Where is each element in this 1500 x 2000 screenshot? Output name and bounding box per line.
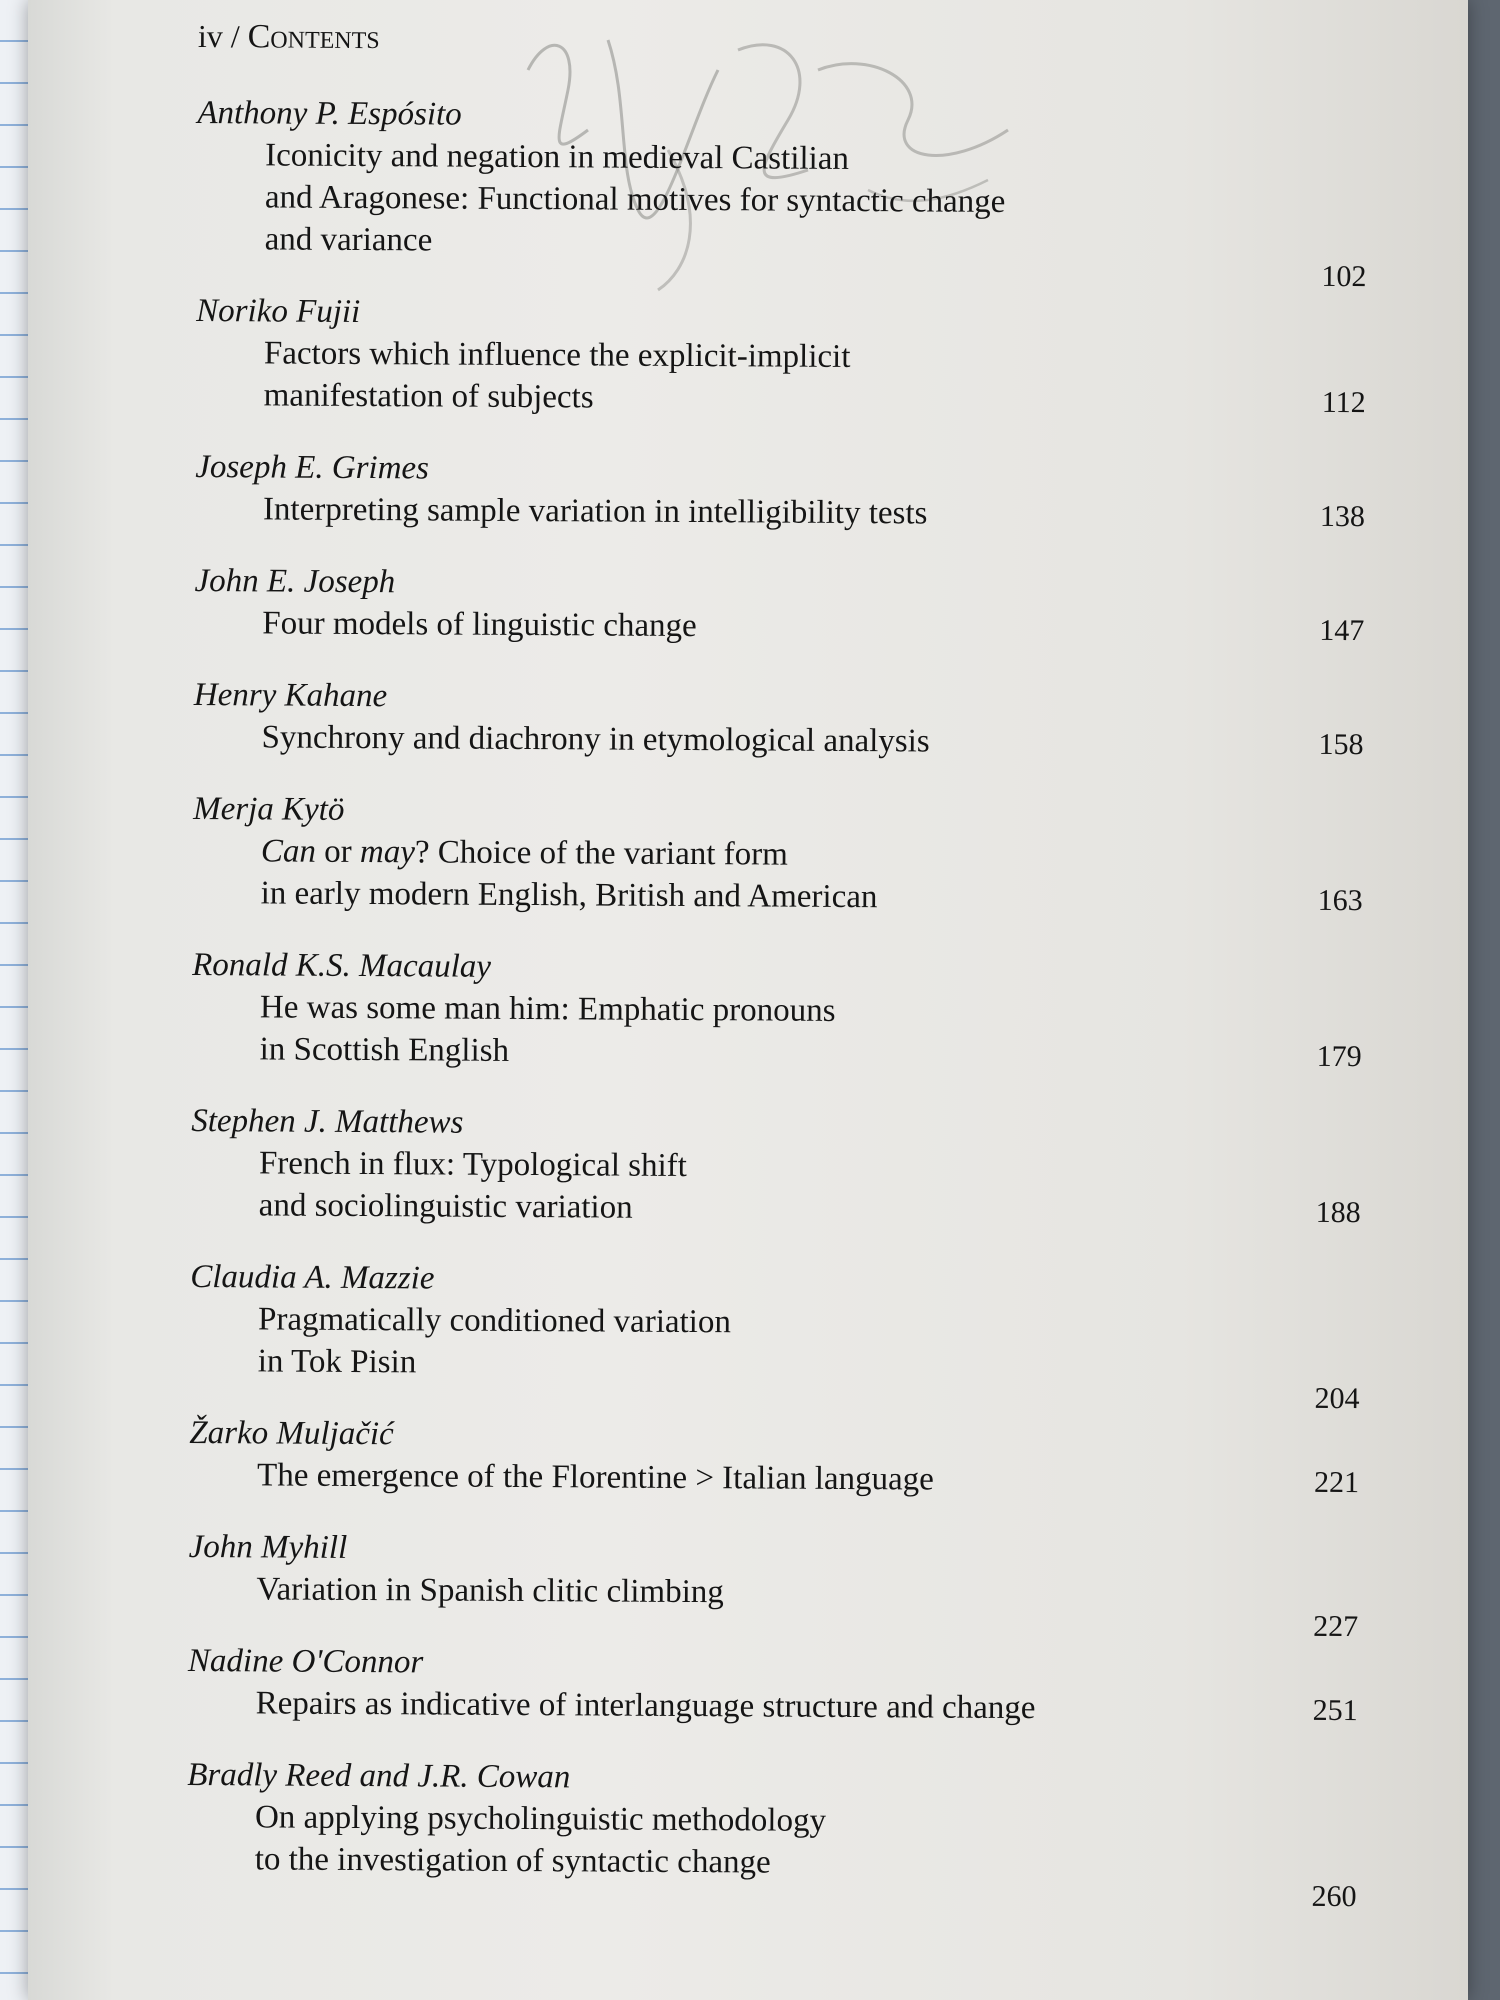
title-text: ? Choice of the variant form [414,834,788,873]
entry-title [193,716,1363,765]
title-line: in Scottish English [259,1031,510,1069]
entry-page-number: 188 [1315,1195,1361,1230]
entry-author: Claudia A. Mazzie [190,1258,435,1297]
title-line: Iconicity and negation in medieval Castilian [265,137,850,177]
toc-entry [194,560,1364,651]
title-line: Repairs as indicative of interlanguage structure and change [255,1685,1036,1727]
title-line: and sociolinguistic variation [258,1187,633,1226]
entry-author: Joseph E. Grimes [195,448,430,487]
entry-author: Bradly Reed and J.R. Cowan [187,1756,571,1796]
entry-author: John Myhill [188,1528,348,1566]
title-line: Synchrony and diachrony in etymological analysis [261,719,930,760]
title-line: On applying psycholinguistic methodology [254,1799,827,1839]
entry-author: Merja Kytö [193,790,345,828]
contents-list [186,18,1368,1917]
page-roman-numeral: iv [197,18,223,55]
title-line: Pragmatically conditioned variation [257,1301,732,1341]
entry-title [194,602,1364,651]
entry-page-number: 251 [1312,1693,1358,1728]
toc-entry [191,1100,1362,1233]
entry-title [188,1568,1358,1617]
entry-title [192,986,1362,1077]
page-header [198,18,1368,63]
entry-page-number: 102 [1321,259,1367,294]
title-line: The emergence of the Florentine > Italian language [256,1457,935,1498]
toc-entry [193,788,1364,921]
title-italic-word: Can [260,833,317,870]
title-line: Variation in Spanish clitic climbing [256,1571,724,1611]
toc-entry [190,1256,1361,1416]
header-label: Contents [247,18,380,57]
entry-page-number: 204 [1314,1381,1360,1416]
toc-entry [195,446,1365,537]
title-line: He was some man him: Emphatic pronouns [259,989,836,1029]
title-line: and variance [264,221,433,259]
title-line: and Aragonese: Functional motives for syntactic change [264,179,1006,220]
toc-entry [197,92,1368,294]
entry-author: Henry Kahane [193,676,388,715]
title-line: Interpreting sample variation in intelligibility tests [262,491,928,532]
header-separator: / [230,18,240,55]
entry-title [196,332,1366,423]
title-line: in early modern English, British and American [260,875,878,916]
title-line: Factors which influence the explicit-implicit [263,335,851,375]
title-line: French in flux: Typological shift [258,1145,687,1185]
entry-page-number: 138 [1319,499,1366,534]
entry-title [191,1142,1361,1233]
entry-page-number: 147 [1319,613,1365,648]
entry-author: Nadine O'Connor [187,1642,424,1681]
entry-page-number: 163 [1317,883,1363,918]
entry-author: Anthony P. Espósito [197,94,462,133]
entry-page-number: 227 [1313,1609,1359,1644]
toc-entry [192,944,1363,1077]
title-text: or [315,833,361,871]
entry-title [190,1298,1360,1389]
toc-entry [189,1412,1359,1503]
entry-author: Žarko Muljačić [189,1414,394,1453]
entry-page-number: 112 [1321,385,1366,420]
entry-title [188,1682,1358,1731]
toc-entry [188,1640,1358,1731]
entry-title [197,134,1368,267]
entry-title [195,488,1365,537]
toc-entry [187,1754,1358,1914]
entry-title [187,1796,1357,1887]
title-line: in Tok Pisin [257,1343,417,1381]
title-line: manifestation of subjects [263,377,594,416]
entry-author: John E. Joseph [194,562,396,601]
title-line: Four models of linguistic change [262,605,697,645]
book-page [28,0,1468,2000]
entry-author: Noriko Fujii [196,292,361,330]
entry-page-number: 158 [1318,727,1364,762]
entry-page-number: 179 [1316,1039,1362,1074]
entry-page-number: 260 [1311,1879,1357,1914]
entry-author: Ronald K.S. Macaulay [192,946,492,985]
entry-title [193,830,1363,921]
entry-title [189,1454,1359,1503]
toc-entry [196,290,1367,423]
title-italic-word: may [359,834,416,871]
entry-page-number: 221 [1313,1465,1360,1500]
toc-entry [188,1526,1359,1644]
toc-entry [193,674,1363,765]
entry-author: Stephen J. Matthews [191,1102,464,1141]
title-line [261,830,1173,878]
title-line: to the investigation of syntactic change [254,1841,771,1881]
